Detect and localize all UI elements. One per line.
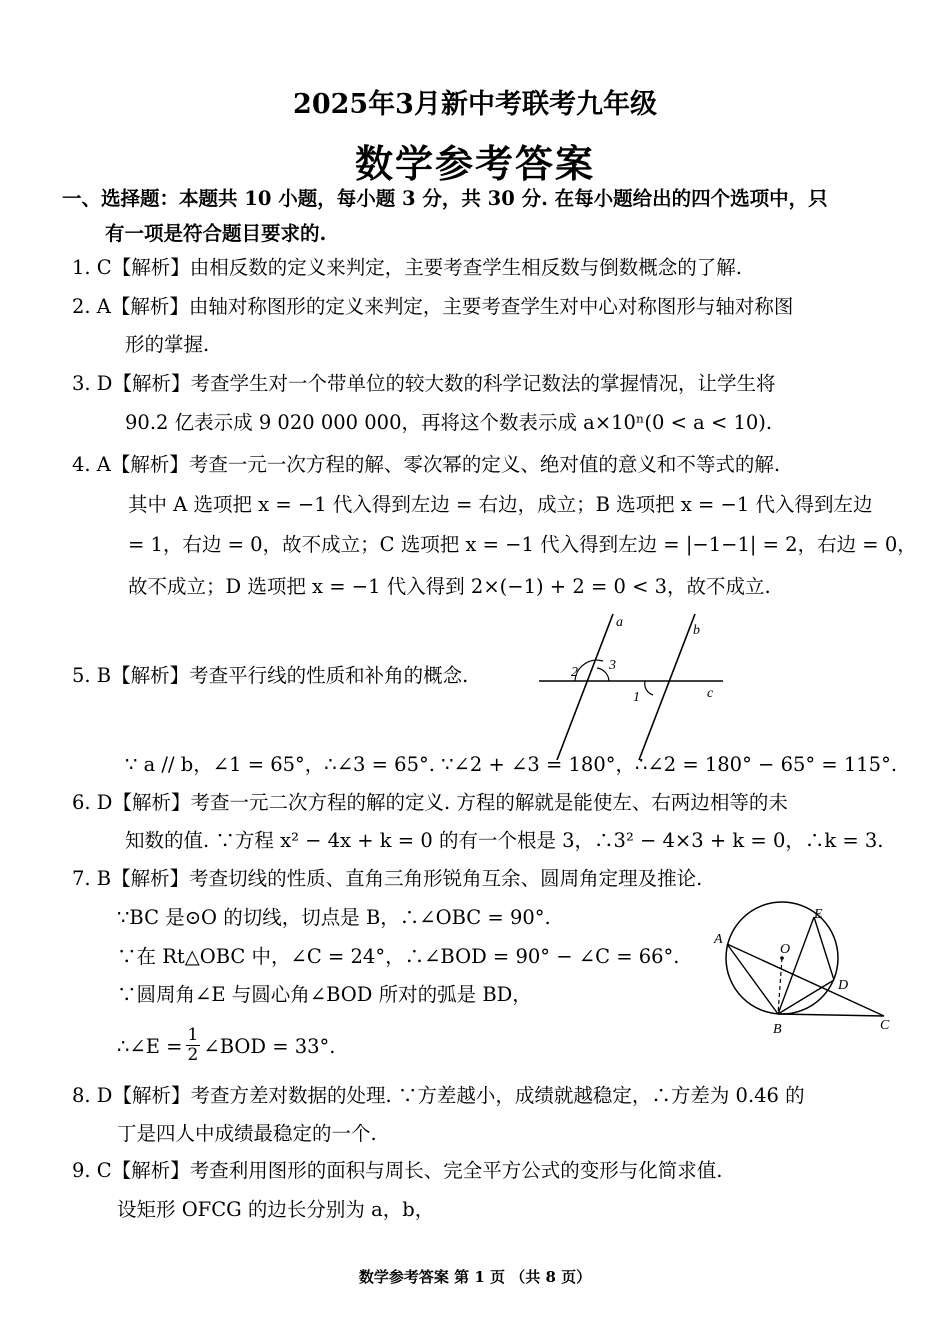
label-angle-1: 1 xyxy=(633,690,640,705)
q3-line1: 3. D【解析】考查学生对一个带单位的较大数的科学记数法的掌握情况，让学生将 xyxy=(72,372,776,395)
q7-line3: ∵在 Rt△OBC 中，∠C = 24°，∴∠BOD = 90° − ∠C = 66°. xyxy=(117,945,680,968)
line-a xyxy=(557,614,613,760)
label-C: C xyxy=(880,1018,890,1033)
q7-line5-pre: ∴∠E = xyxy=(117,1035,183,1058)
fraction-denominator: 2 xyxy=(187,1045,199,1065)
q8-line2: 丁是四人中成绩最稳定的一个. xyxy=(117,1122,377,1145)
q6-line2: 知数的值. ∵方程 x² − 4x + k = 0 的有一个根是 3，∴3² − 4×3 + k = 0，∴k = 3. xyxy=(125,829,884,852)
page-title: 数学参考答案 xyxy=(354,141,595,186)
label-E: E xyxy=(814,907,823,922)
label-a: a xyxy=(616,615,623,630)
fraction-one-half xyxy=(186,1026,201,1065)
q6-line1: 6. D【解析】考查一元二次方程的解的定义. 方程的解就是能使左、右两边相等的未 xyxy=(72,791,788,814)
q4-line4: 故不成立；D 选项把 x = −1 代入得到 2×(−1) + 2 = 0 < 3，故不成立. xyxy=(128,575,771,598)
angle-3-arc xyxy=(597,668,609,681)
circle-tangent-figure xyxy=(710,905,900,1040)
line-b-c xyxy=(778,1014,884,1016)
label-O: O xyxy=(780,942,791,957)
line-e-d xyxy=(814,917,834,980)
q5-line1: 5. B【解析】考查平行线的性质和补角的概念. xyxy=(72,664,469,687)
q2-line2: 形的掌握. xyxy=(125,333,210,356)
q9-line1: 9. C【解析】考查利用图形的面积与周长、完全平方公式的变形与化简求值. xyxy=(72,1159,723,1182)
q3-line2: 90.2 亿表示成 9 020 000 000，再将这个数表示成 a×10ⁿ(0 < a < 10). xyxy=(125,411,773,434)
q7-line4: ∵圆周角∠E 与圆心角∠BOD 所对的弧是 BD， xyxy=(117,983,532,1006)
label-angle-2: 2 xyxy=(571,665,578,680)
q7-line2: ∵BC 是⊙O 的切线，切点是 B，∴∠OBC = 90°. xyxy=(117,906,551,929)
q7-line5 xyxy=(117,1025,336,1067)
q1-line1: 1. C【解析】由相反数的定义来判定，主要考查学生相反数与倒数概念的了解. xyxy=(72,256,742,279)
q8-line1: 8. D【解析】考查方差对数据的处理. ∵方差越小，成绩就越稳定，∴方差为 0.46 的 xyxy=(72,1084,805,1107)
section-header-line1: 一、选择题：本题共 10 小题，每小题 3 分，共 30 分. 在每小题给出的四个选项中，只 xyxy=(62,187,828,210)
label-A: A xyxy=(714,932,723,947)
q4-line2: 其中 A 选项把 x = −1 代入得到左边 = 右边，成立；B 选项把 x = −1 代入得到左边 xyxy=(128,493,873,516)
line-b-e xyxy=(778,917,814,1014)
page-title-line1: 2025年3月新中考联考九年级 xyxy=(293,89,657,120)
fraction-numerator: 1 xyxy=(187,1025,199,1045)
page-footer: 数学参考答案 第 1 页 （共 8 页） xyxy=(358,1268,592,1286)
section-header-line2: 有一项是符合题目要求的. xyxy=(105,222,327,245)
label-b: b xyxy=(693,623,700,638)
line-b xyxy=(639,614,695,760)
q4-line1: 4. A【解析】考查一元一次方程的解、零次幂的定义、绝对值的意义和不等式的解. xyxy=(72,453,781,476)
q2-line1: 2. A【解析】由轴对称图形的定义来判定，主要考查学生对中心对称图形与轴对称图 xyxy=(72,295,794,318)
angle-1-arc xyxy=(645,681,653,695)
label-D: D xyxy=(838,978,849,993)
line-a-b xyxy=(727,944,778,1014)
label-B: B xyxy=(773,1022,782,1037)
q7-line1: 7. B【解析】考查切线的性质、直角三角形锐角互余、圆周角定理及推论. xyxy=(72,867,703,890)
label-c: c xyxy=(707,686,714,701)
q4-line3: = 1，右边 = 0，故不成立；C 选项把 x = −1 代入得到左边 = |−1−1| = 2，右边 = 0， xyxy=(128,533,917,556)
parallel-lines-figure xyxy=(535,612,730,762)
q9-line2: 设矩形 OFCG 的边长分别为 a，b， xyxy=(117,1198,435,1221)
q7-line5-post: ∠BOD = 33°. xyxy=(203,1035,336,1058)
q5-line2: ∵ a // b，∠1 = 65°，∴∠3 = 65°. ∵∠2 + ∠3 = 180°，∴∠2 = 180° − 65° = 115°. xyxy=(125,753,898,776)
label-angle-3: 3 xyxy=(609,658,616,673)
